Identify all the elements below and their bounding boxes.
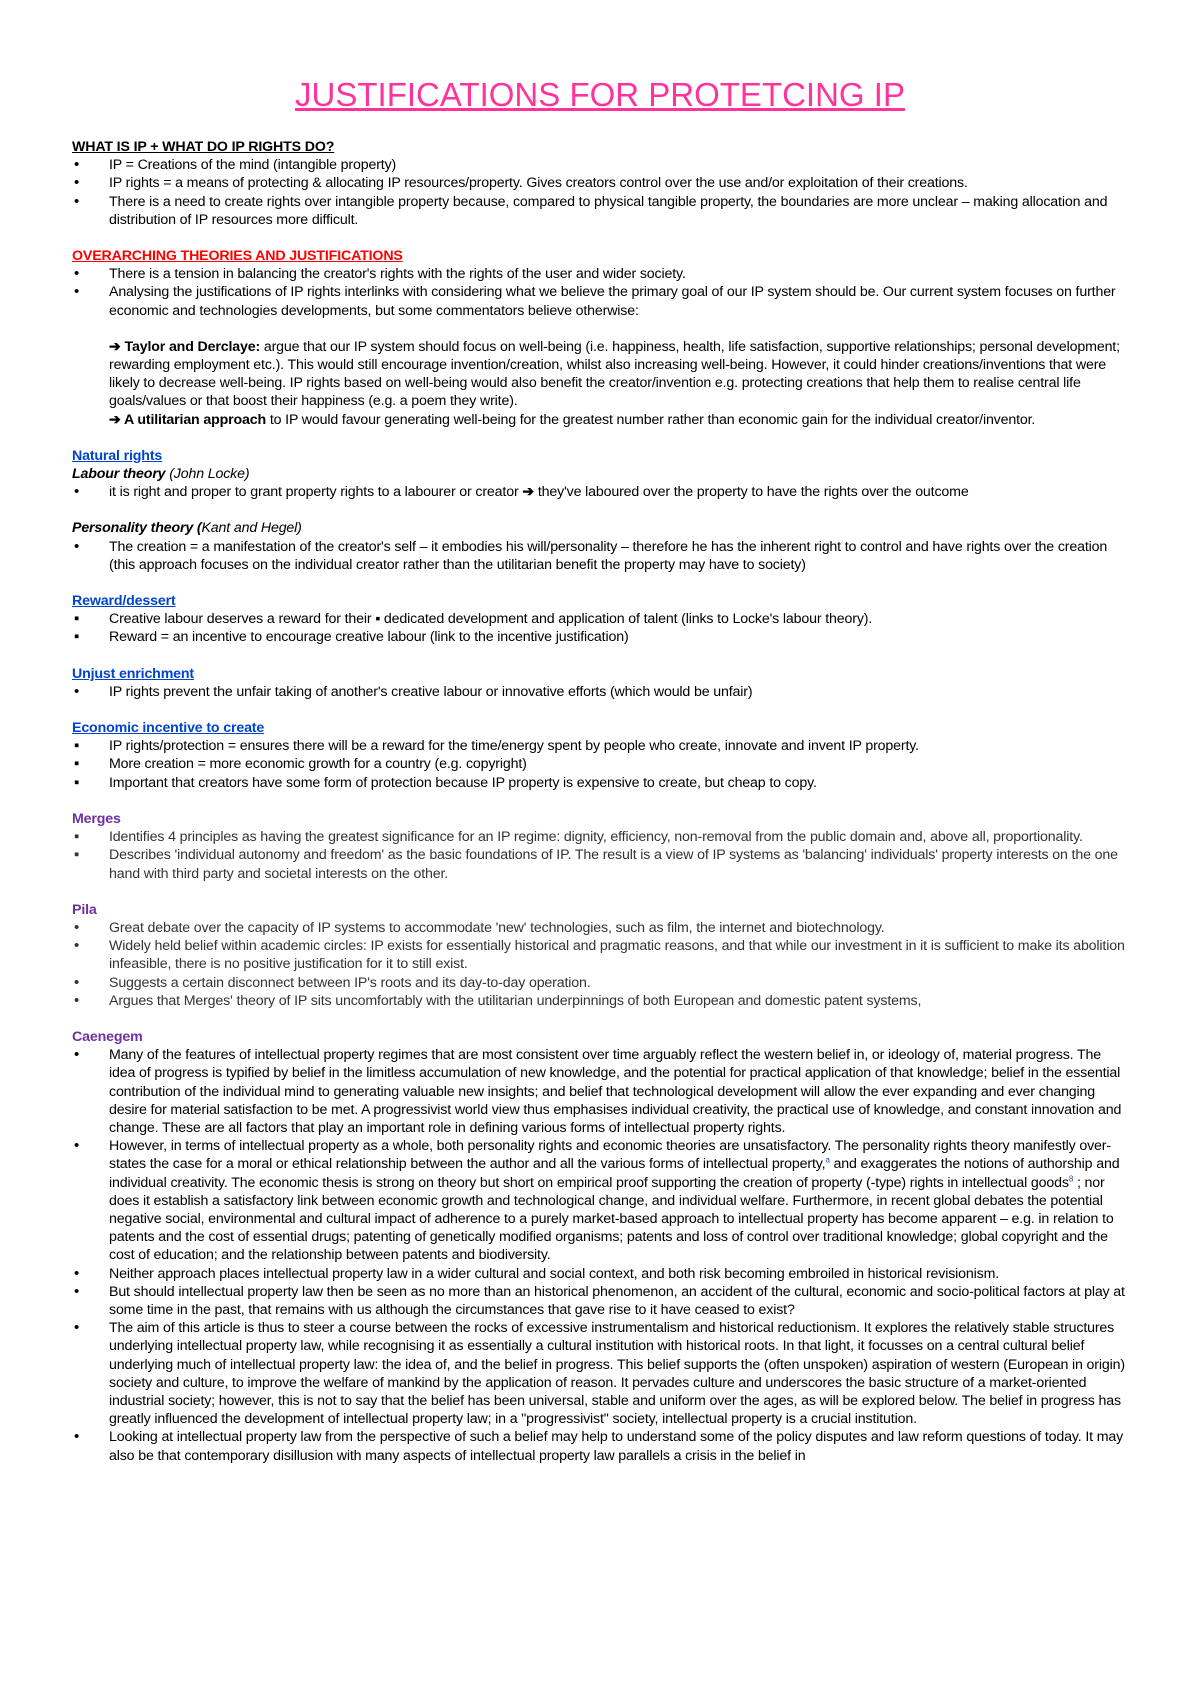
taylor-derclaye-text: argue that our IP system should focus on well-being (i.e. happiness, health, life satisfaction, supportive relationships; personal development; rewarding employment etc.). This would still encourage invention/creation, whilst also increasing well-being. However, it could hinder creations/inventions that were likely to decrease well-being. IP rights based on well-being would also benefit the creator/invention e.g. protecting creations that help them to realise central life goals/values or that boost their happiness (e.g. a poem they write). bbox=[109, 338, 1120, 410]
taylor-derclaye-label: Taylor and Derclaye: bbox=[124, 338, 261, 355]
list-item: ▪ Important that creators have some form of protection because IP property is expensive to create, but cheap to copy. bbox=[72, 774, 1128, 792]
list-item: • Many of the features of intellectual property regimes that are most consistent over time arguably reflect the western belief in, or ideology of, material progress. The idea of progress is typified by belief in the limitless accumulation of new knowledge, and the potential for practical application of that knowledge; belief in the essential contribution of the individual mind to generating valuable new insights; and belief that technological development will allow the ever expanding and ever changing desire for material satisfaction to be met. A progressivist world view thus emphasises individual creativity, the practical use of knowledge, and constant innovation and change. These are all factors that play an important role in defining various forms of intellectual property rights. bbox=[72, 1046, 1128, 1137]
list-item: • Looking at intellectual property law from the perspective of such a belief may help to understand some of the policy disputes and law reform questions of today. It may also be that contemporary disillusion with many aspects of intellectual property law parallels a crisis in the belief in bbox=[72, 1428, 1128, 1464]
utilitarian-text: to IP would favour generating well-being for the greatest number rather than economic gain for the individual creator/inventor. bbox=[266, 411, 1036, 428]
footnote-marker[interactable]: a bbox=[825, 1155, 830, 1165]
list-item: ▪ Reward = an incentive to encourage creative labour (link to the incentive justification) bbox=[72, 628, 1128, 646]
pila-list bbox=[72, 919, 1128, 1010]
personality-theory-heading bbox=[72, 519, 1128, 537]
merges-list bbox=[72, 828, 1128, 883]
reward-list bbox=[72, 610, 1128, 646]
section-heading-natural-rights: Natural rights bbox=[72, 447, 163, 464]
unjust-list bbox=[72, 683, 1128, 701]
list-item: ▪ Describes 'individual autonomy and freedom' as the basic foundations of IP. The result is a view of IP systems as 'balancing' individuals' property interests on the one hand with third party and societal interests on the other. bbox=[72, 846, 1128, 882]
what-is-ip-list bbox=[72, 156, 1128, 229]
utilitarian-label: A utilitarian approach bbox=[124, 411, 267, 428]
section-heading-reward: Reward/dessert bbox=[72, 593, 176, 610]
utilitarian-paragraph bbox=[72, 411, 1128, 429]
list-item: • IP = Creations of the mind (intangible property) bbox=[72, 156, 1128, 174]
personality-theory-author: Kant and Hegel) bbox=[201, 520, 302, 537]
section-heading-economic-incentive: Economic incentive to create bbox=[72, 720, 265, 737]
list-item: • IP rights prevent the unfair taking of another's creative labour or innovative efforts (which would be unfair) bbox=[72, 683, 1128, 701]
caenegem-item2-text-b: and exaggerates the notions of authorship and individual creativity. The economic thesis is strong on theory but short on empirical proof supporting the creation of property (-type) rights in intellectual goods bbox=[109, 1156, 1120, 1191]
list-item: • Widely held belief within academic circles: IP exists for essentially historical and pragmatic reasons, and that while our investment in it is sufficient to make its abolition infeasible, there is no positive justification for it to still exist. bbox=[72, 937, 1128, 973]
list-item: ▪ Creative labour deserves a reward for their ▪ dedicated development and application of talent (links to Locke's labour theory). bbox=[72, 610, 1128, 628]
list-item: • IP rights = a means of protecting & allocating IP resources/property. Gives creators control over the use and/or exploitation of their creations. bbox=[72, 174, 1128, 192]
list-item: • Great debate over the capacity of IP systems to accommodate 'new' technologies, such as film, the internet and biotechnology. bbox=[72, 919, 1128, 937]
taylor-derclaye-paragraph bbox=[72, 338, 1128, 411]
section-heading-overarching: OVERARCHING THEORIES AND JUSTIFICATIONS bbox=[72, 248, 403, 265]
arrow-right-icon: ➔ bbox=[109, 411, 125, 428]
list-item: • Suggests a certain disconnect between IP's roots and its day-to-day operation. bbox=[72, 974, 1128, 992]
section-heading-what-is-ip: WHAT IS IP + WHAT DO IP RIGHTS DO? bbox=[72, 139, 335, 155]
labour-item-text-b: they've laboured over the property to have the rights over the outcome bbox=[534, 484, 969, 501]
overarching-list bbox=[72, 265, 1128, 320]
section-heading-merges: Merges bbox=[72, 810, 121, 827]
personality-theory-list bbox=[72, 538, 1128, 574]
list-item bbox=[72, 1137, 1128, 1264]
footnote-marker[interactable]: 8 bbox=[1068, 1173, 1074, 1183]
arrow-right-icon: ➔ bbox=[109, 338, 125, 355]
labour-theory-author: (John Locke) bbox=[165, 466, 250, 483]
caenegem-item2-text-a: However, in terms of intellectual property as a whole, both personality rights and economic theories are unsatisfactory. The personality rights theory manifestly over-states the case for a moral or ethical relationship between the author and all the various forms of intellectual property, bbox=[109, 1138, 1111, 1173]
caenegem-list bbox=[72, 1046, 1128, 1465]
list-item: ▪ More creation = more economic growth for a country (e.g. copyright) bbox=[72, 755, 1128, 773]
list-item: ▪ Identifies 4 principles as having the greatest significance for an IP regime: dignity, efficiency, non-removal from the public domain and, above all, proportionality. bbox=[72, 828, 1128, 846]
arrow-right-icon: ➔ bbox=[522, 484, 535, 501]
labour-theory-heading bbox=[72, 465, 1128, 483]
document-title: JUSTIFICATIONS FOR PROTETCING IP bbox=[295, 76, 905, 113]
list-item: • There is a tension in balancing the creator's rights with the rights of the user and wider society. bbox=[72, 265, 1128, 283]
section-heading-caenegem: Caenegem bbox=[72, 1028, 143, 1045]
list-item: • The aim of this article is thus to steer a course between the rocks of excessive instrumentalism and historical reductionism. It explores the relatively stable structures underlying intellectual property law, while recognising it as essentially a cultural institution with historical roots. In that light, it focusses on a central cultural belief underlying much of intellectual property law: the idea of, and the belief in progress. This belief supports the (often unspoken) aspiration of western (European in origin) society and culture, to improve the welfare of mankind by the application of reason. It pervades culture and underscores the basic structure of a market-oriented industrial society; however, this is not to say that the belief has been universal, stable and uniform over the ages, as will be explored below. The belief in progress has greatly influenced the development of intellectual property law; in a "progressivist" society, intellectual property is a crucial institution. bbox=[72, 1319, 1128, 1428]
labour-theory-list bbox=[72, 483, 1128, 501]
labour-item-text-a: it is right and proper to grant property rights to a labourer or creator bbox=[109, 484, 523, 501]
list-item: • There is a need to create rights over intangible property because, compared to physical tangible property, the boundaries are more unclear – making allocation and distribution of IP resources more difficult. bbox=[72, 193, 1128, 229]
caenegem-item2-text-c: ; nor does it establish a satisfactory link between economic growth and technological change, and individual welfare. Furthermore, in recent global debates the potential negative social, environmental and cultural impact of adherence to a purely market-based approach to intellectual property has become apparent – e.g. in relation to patents and the cost of essential drugs; patenting of genetically modified organisms; patents and loss of control over traditional knowledge; global copyright and the cost of education; and the relationship between patents and biodiversity. bbox=[109, 1174, 1114, 1264]
economic-list bbox=[72, 737, 1128, 792]
list-item: • But should intellectual property law then be seen as no more than an historical phenomenon, an accident of the cultural, economic and socio-political factors at play at some time in the past, that remains with us although the circumstances that gave rise to it have ceased to exist? bbox=[72, 1283, 1128, 1319]
section-heading-pila: Pila bbox=[72, 901, 97, 918]
list-item: • Neither approach places intellectual property law in a wider cultural and social context, and both risk becoming embroiled in historical revisionism. bbox=[72, 1265, 1128, 1283]
personality-theory-title: Personality theory ( bbox=[72, 520, 202, 537]
list-item bbox=[72, 483, 1128, 501]
list-item: • Analysing the justifications of IP rights interlinks with considering what we believe the primary goal of our IP system should be. Our current system focuses on further economic and technologies developments, but some commentators believe otherwise: bbox=[72, 283, 1128, 319]
list-item: ▪ IP rights/protection = ensures there will be a reward for the time/energy spent by people who create, innovate and invent IP property. bbox=[72, 737, 1128, 755]
list-item: • Argues that Merges' theory of IP sits uncomfortably with the utilitarian underpinnings of both European and domestic patent systems, bbox=[72, 992, 1128, 1010]
section-heading-unjust-enrichment: Unjust enrichment bbox=[72, 665, 194, 682]
labour-theory-title: Labour theory bbox=[72, 466, 166, 483]
list-item: • The creation = a manifestation of the creator's self – it embodies his will/personality – therefore he has the inherent right to control and have rights over the creation (this approach focuses on the individual creator rather than the utilitarian benefit the property may have to society) bbox=[72, 538, 1128, 574]
